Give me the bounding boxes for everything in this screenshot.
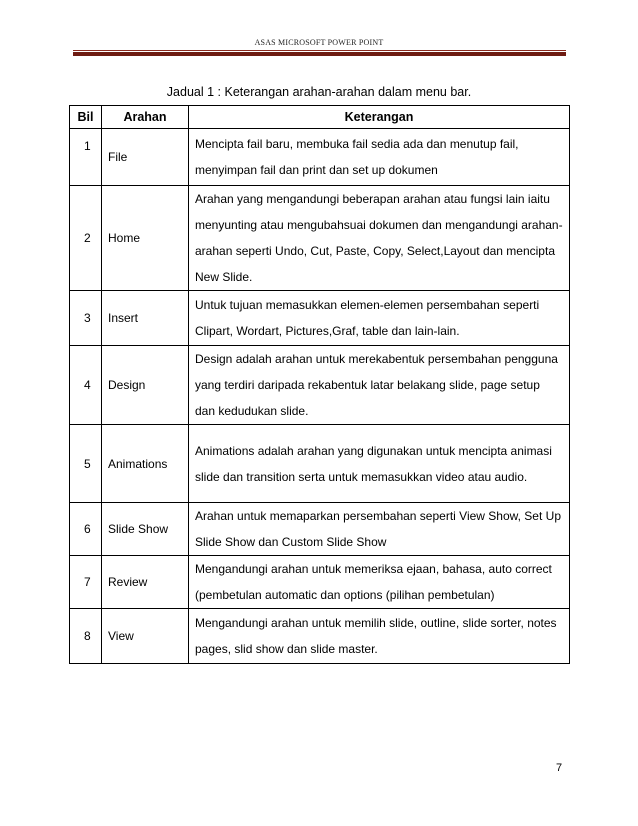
- table-row: [70, 346, 570, 425]
- command-name: Animations: [102, 425, 189, 503]
- column-header-bil: Bil: [70, 106, 102, 129]
- page-number: 7: [556, 762, 563, 774]
- command-description: Arahan yang mengandungi beberapan arahan atau fungsi lain iaitu menyunting atau mengubahsuai dokumen dan mengandungi arahan-arahan seperti Undo, Cut, Paste, Copy, Select,Layout dan mencipta New Slide.: [189, 186, 570, 291]
- table-header-row: [70, 106, 570, 129]
- row-number: 2: [70, 186, 102, 291]
- table-row: [70, 291, 570, 346]
- row-number: 8: [70, 609, 102, 664]
- row-number: 6: [70, 503, 102, 556]
- command-name: Insert: [102, 291, 189, 346]
- row-number: 1: [70, 129, 102, 186]
- table-row: [70, 425, 570, 503]
- table-row: [70, 186, 570, 291]
- header-rule-thin: [73, 50, 566, 51]
- command-description: Arahan untuk memaparkan persembahan seperti View Show, Set Up Slide Show dan Custom Slide Show: [189, 503, 570, 556]
- command-name: View: [102, 609, 189, 664]
- header-rule-thick: [73, 52, 566, 56]
- row-number: 3: [70, 291, 102, 346]
- table-row: [70, 609, 570, 664]
- command-description: Mengandungi arahan untuk memeriksa ejaan, bahasa, auto correct (pembetulan automatic dan options (pilihan pembetulan): [189, 556, 570, 609]
- command-name: File: [102, 129, 189, 186]
- row-number: 4: [70, 346, 102, 425]
- command-description: Animations adalah arahan yang digunakan untuk mencipta animasi slide dan transition serta untuk memasukkan video atau audio.: [189, 425, 570, 503]
- row-number: 5: [70, 425, 102, 503]
- command-name: Slide Show: [102, 503, 189, 556]
- column-header-keterangan: Keterangan: [189, 106, 570, 129]
- table-row: [70, 129, 570, 186]
- table-row: [70, 503, 570, 556]
- command-description: Mengandungi arahan untuk memilih slide, outline, slide sorter, notes pages, slid show dan slide master.: [189, 609, 570, 664]
- command-description: Mencipta fail baru, membuka fail sedia ada dan menutup fail, menyimpan fail dan print dan set up dokumen: [189, 129, 570, 186]
- column-header-arahan: Arahan: [102, 106, 189, 129]
- row-number: 7: [70, 556, 102, 609]
- table-row: [70, 556, 570, 609]
- command-description: Design adalah arahan untuk merekabentuk persembahan pengguna yang terdiri daripada rekabentuk latar belakang slide, page setup dan kedudukan slide.: [189, 346, 570, 425]
- running-header: ASAS MICROSOFT POWER POINT: [254, 38, 384, 47]
- command-name: Home: [102, 186, 189, 291]
- command-name: Review: [102, 556, 189, 609]
- table-caption: Jadual 1 : Keterangan arahan-arahan dalam menu bar.: [166, 85, 472, 99]
- command-name: Design: [102, 346, 189, 425]
- command-table: [69, 105, 570, 664]
- command-description: Untuk tujuan memasukkan elemen-elemen persembahan seperti Clipart, Wordart, Pictures,Graf, table dan lain-lain.: [189, 291, 570, 346]
